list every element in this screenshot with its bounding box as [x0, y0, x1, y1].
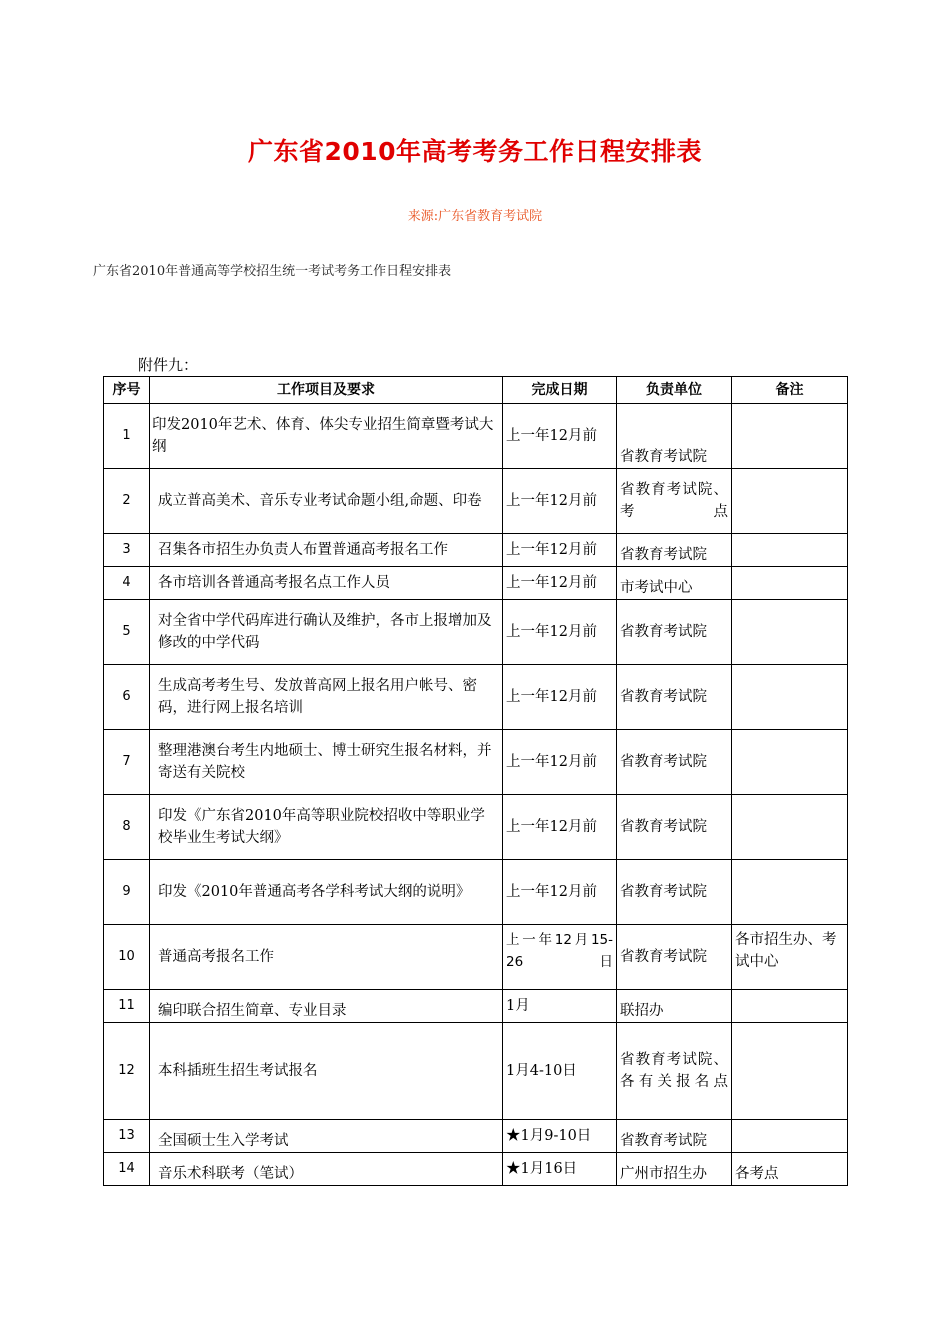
- intro-text: 广东省2010年普通高等学校招生统一考试考务工作日程安排表: [93, 264, 452, 279]
- row-note: [732, 567, 848, 600]
- row-date: 1月4-10日: [503, 1023, 617, 1120]
- row-date: 上一年12月15-26日: [503, 925, 617, 990]
- source-line: 来源:广东省教育考试院: [407, 209, 543, 224]
- row-note: [732, 404, 848, 469]
- table-row: [104, 860, 848, 925]
- header-date: 完成日期: [503, 377, 617, 404]
- row-no: 6: [104, 665, 150, 730]
- row-unit: 省教育考试院: [617, 1120, 732, 1153]
- row-no: 10: [104, 925, 150, 990]
- row-date: 1月: [503, 990, 617, 1023]
- row-note: [732, 534, 848, 567]
- row-no: 12: [104, 1023, 150, 1120]
- row-no: 11: [104, 990, 150, 1023]
- row-item: 编印联合招生简章、专业目录: [150, 990, 503, 1023]
- row-no: 13: [104, 1120, 150, 1153]
- row-unit: 广州市招生办: [617, 1153, 732, 1186]
- row-note: [732, 1120, 848, 1153]
- row-note: [732, 795, 848, 860]
- row-note: 各市招生办、考试中心: [732, 925, 848, 990]
- row-no: 14: [104, 1153, 150, 1186]
- table-row: [104, 795, 848, 860]
- row-item: 印发《2010年普通高考各学科考试大纲的说明》: [150, 860, 503, 925]
- table-row: [104, 1120, 848, 1153]
- table-row: [104, 925, 848, 990]
- row-date: 上一年12月前: [503, 730, 617, 795]
- row-unit: 省教育考试院: [617, 534, 732, 567]
- row-item: 成立普高美术、音乐专业考试命题小组,命题、印卷: [150, 469, 503, 534]
- row-date: 上一年12月前: [503, 600, 617, 665]
- table-row: [104, 534, 848, 567]
- page-title: 广东省2010年高考考务工作日程安排表: [247, 137, 703, 166]
- row-date: 上一年12月前: [503, 469, 617, 534]
- row-unit: 省教育考试院: [617, 730, 732, 795]
- row-unit: 市考试中心: [617, 567, 732, 600]
- row-date: ★1月9-10日: [503, 1120, 617, 1153]
- table-row: [104, 1023, 848, 1120]
- row-unit: 省教育考试院: [617, 665, 732, 730]
- row-no: 4: [104, 567, 150, 600]
- row-unit: 省教育考试院: [617, 860, 732, 925]
- table-row: [104, 1153, 848, 1186]
- row-unit: 省教育考试院: [617, 925, 732, 990]
- row-no: 9: [104, 860, 150, 925]
- row-note: [732, 730, 848, 795]
- row-date: ★1月16日: [503, 1153, 617, 1186]
- row-date: 上一年12月前: [503, 795, 617, 860]
- row-note: [732, 600, 848, 665]
- row-no: 8: [104, 795, 150, 860]
- row-no: 1: [104, 404, 150, 469]
- header-note: 备注: [732, 377, 848, 404]
- row-item: 生成高考考生号、发放普高网上报名用户帐号、密码，进行网上报名培训: [150, 665, 503, 730]
- table-row: [104, 730, 848, 795]
- row-unit: 联招办: [617, 990, 732, 1023]
- row-date: 上一年12月前: [503, 534, 617, 567]
- row-item: 全国硕士生入学考试: [150, 1120, 503, 1153]
- row-date: 上一年12月前: [503, 665, 617, 730]
- table-row: [104, 665, 848, 730]
- header-item: 工作项目及要求: [150, 377, 503, 404]
- row-unit: 省教育考试院: [617, 795, 732, 860]
- row-item: 本科插班生招生考试报名: [150, 1023, 503, 1120]
- row-unit: 省教育考试院: [617, 600, 732, 665]
- row-item: 印发2010年艺术、体育、体尖专业招生简章暨考试大纲: [150, 404, 503, 469]
- schedule-table: [103, 376, 848, 1186]
- table-row: [104, 404, 848, 469]
- row-item: 对全省中学代码库进行确认及维护，各市上报增加及修改的中学代码: [150, 600, 503, 665]
- row-note: [732, 990, 848, 1023]
- row-no: 5: [104, 600, 150, 665]
- row-date: 上一年12月前: [503, 567, 617, 600]
- row-item: 普通高考报名工作: [150, 925, 503, 990]
- table-header-row: [104, 377, 848, 404]
- header-no: 序号: [104, 377, 150, 404]
- row-date: 上一年12月前: [503, 860, 617, 925]
- row-unit: 省教育考试院、各有关报名点: [617, 1023, 732, 1120]
- row-note: [732, 1023, 848, 1120]
- table-row: [104, 600, 848, 665]
- row-note: [732, 860, 848, 925]
- row-unit: 省教育考试院: [617, 404, 732, 469]
- row-date: 上一年12月前: [503, 404, 617, 469]
- table-row: [104, 469, 848, 534]
- row-note: [732, 469, 848, 534]
- row-no: 7: [104, 730, 150, 795]
- row-item: 各市培训各普通高考报名点工作人员: [150, 567, 503, 600]
- row-item: 印发《广东省2010年高等职业院校招收中等职业学校毕业生考试大纲》: [150, 795, 503, 860]
- row-item: 召集各市招生办负责人布置普通高考报名工作: [150, 534, 503, 567]
- row-no: 3: [104, 534, 150, 567]
- row-no: 2: [104, 469, 150, 534]
- row-item: 整理港澳台考生内地硕士、博士研究生报名材料，并寄送有关院校: [150, 730, 503, 795]
- header-unit: 负责单位: [617, 377, 732, 404]
- attachment-label: 附件九：: [138, 356, 199, 374]
- table-row: [104, 990, 848, 1023]
- table-row: [104, 567, 848, 600]
- row-unit: 省教育考试院、考点: [617, 469, 732, 534]
- row-note: [732, 665, 848, 730]
- row-item: 音乐术科联考（笔试）: [150, 1153, 503, 1186]
- row-note: 各考点: [732, 1153, 848, 1186]
